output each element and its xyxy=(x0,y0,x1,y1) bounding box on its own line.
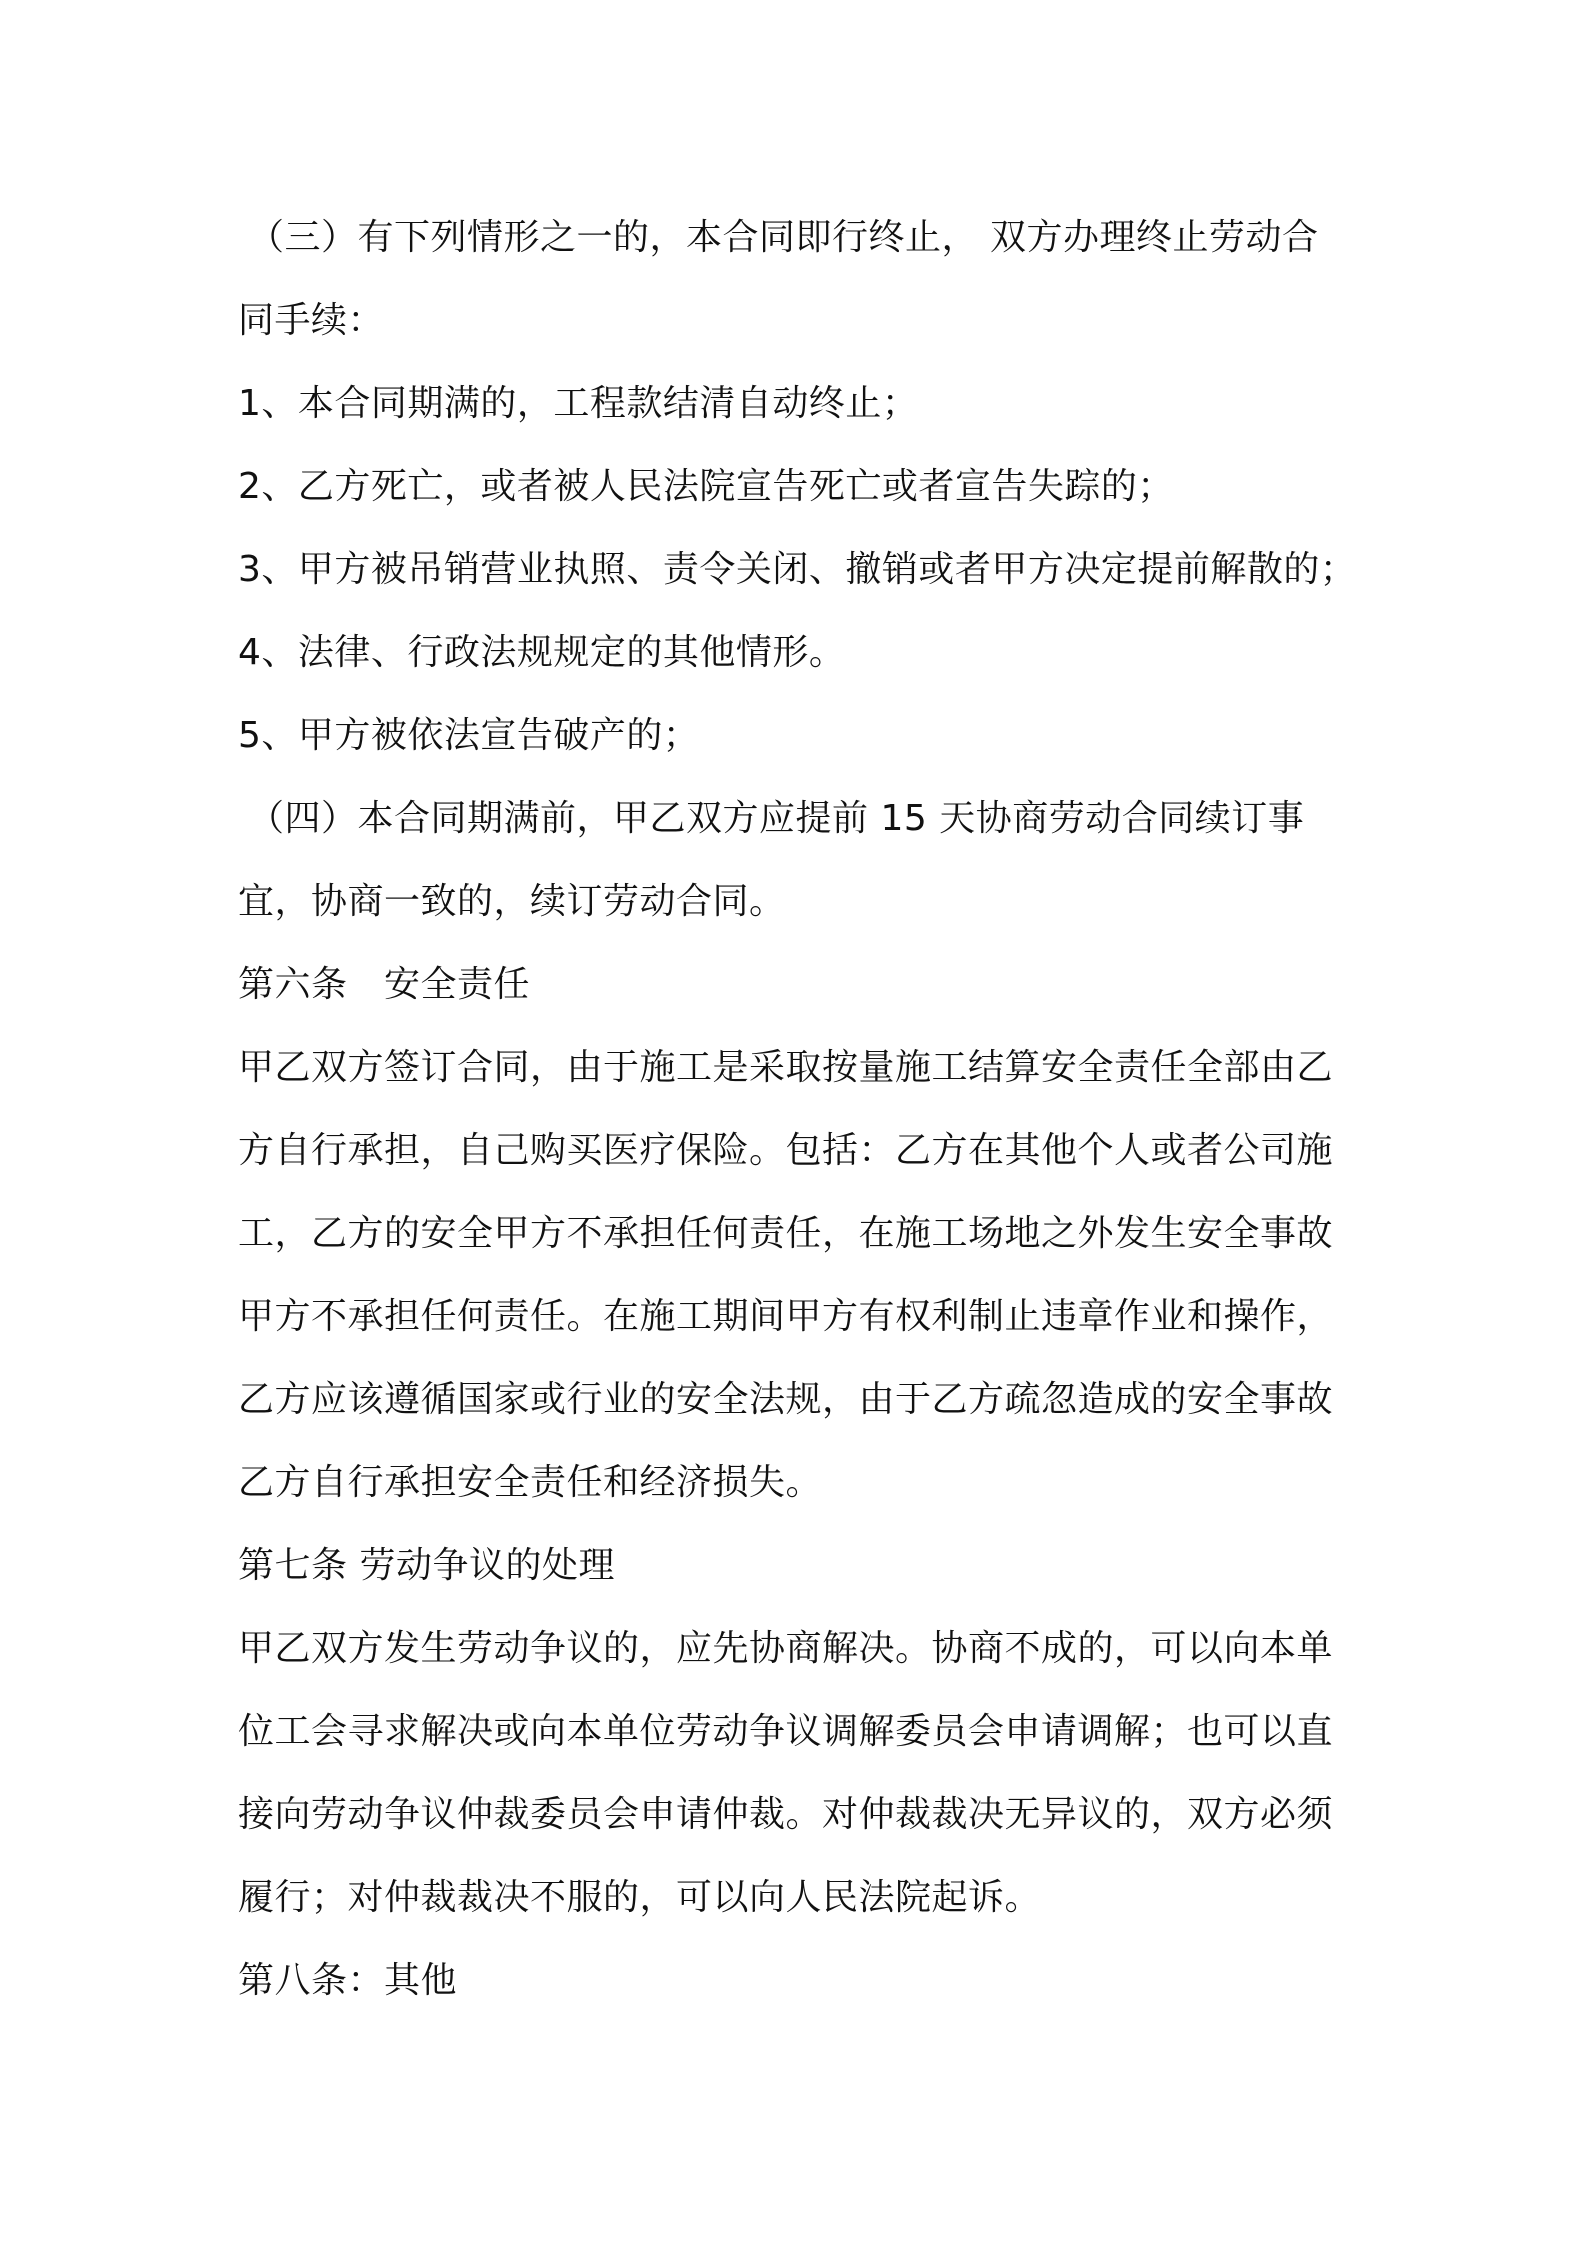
clause-3-item-1: 1、本合同期满的，工程款结清自动终止； xyxy=(238,383,919,424)
article-8-title: 第八条：其他 xyxy=(238,1960,458,2001)
article-7-title: 第七条 劳动争议的处理 xyxy=(238,1545,615,1586)
article-7-paragraph-line: 甲乙双方发生劳动争议的，应先协商解决。协商不成的，可以向本单 xyxy=(238,1628,1334,1669)
article-6-paragraph-line: 甲乙双方签订合同，由于施工是采取按量施工结算安全责任全部由乙 xyxy=(238,1047,1334,1088)
article-6-title: 第六条 安全责任 xyxy=(238,964,531,1005)
clause-3-item-2: 2、乙方死亡，或者被人民法院宣告死亡或者宣告失踪的； xyxy=(238,466,1174,507)
clause-3-heading: （三）有下列情形之一的，本合同即行终止， 双方办理终止劳动合 xyxy=(248,217,1319,258)
clause-3-heading-cont: 同手续： xyxy=(238,300,385,341)
article-7-paragraph-line: 位工会寻求解决或向本单位劳动争议调解委员会申请调解；也可以直 xyxy=(238,1711,1334,1752)
article-6-paragraph-line: 甲方不承担任何责任。在施工期间甲方有权利制止违章作业和操作， xyxy=(238,1296,1334,1337)
article-6-paragraph-line: 工，乙方的安全甲方不承担任何责任，在施工场地之外发生安全事故 xyxy=(238,1213,1334,1254)
article-7-paragraph-line: 接向劳动争议仲裁委员会申请仲裁。对仲裁裁决无异议的，双方必须 xyxy=(238,1794,1334,1835)
clause-3-item-3: 3、甲方被吊销营业执照、责令关闭、撤销或者甲方决定提前解散的； xyxy=(238,549,1357,590)
clause-3-item-5: 5、甲方被依法宣告破产的； xyxy=(238,715,700,756)
article-7-paragraph-line: 履行；对仲裁裁决不服的，可以向人民法院起诉。 xyxy=(238,1877,1042,1918)
document-body xyxy=(238,196,1363,2022)
article-6-paragraph-line: 乙方应该遵循国家或行业的安全法规，由于乙方疏忽造成的安全事故 xyxy=(238,1379,1334,1420)
article-6-paragraph-line: 乙方自行承担安全责任和经济损失。 xyxy=(238,1462,823,1503)
clause-3-item-4: 4、法律、行政法规规定的其他情形。 xyxy=(238,632,846,673)
clause-4-paragraph-cont: 宜，协商一致的，续订劳动合同。 xyxy=(238,881,786,922)
clause-4-paragraph: （四）本合同期满前，甲乙双方应提前 15 天协商劳动合同续订事 xyxy=(248,798,1305,839)
article-6-paragraph-line: 方自行承担，自己购买医疗保险。包括：乙方在其他个人或者公司施 xyxy=(238,1130,1334,1171)
